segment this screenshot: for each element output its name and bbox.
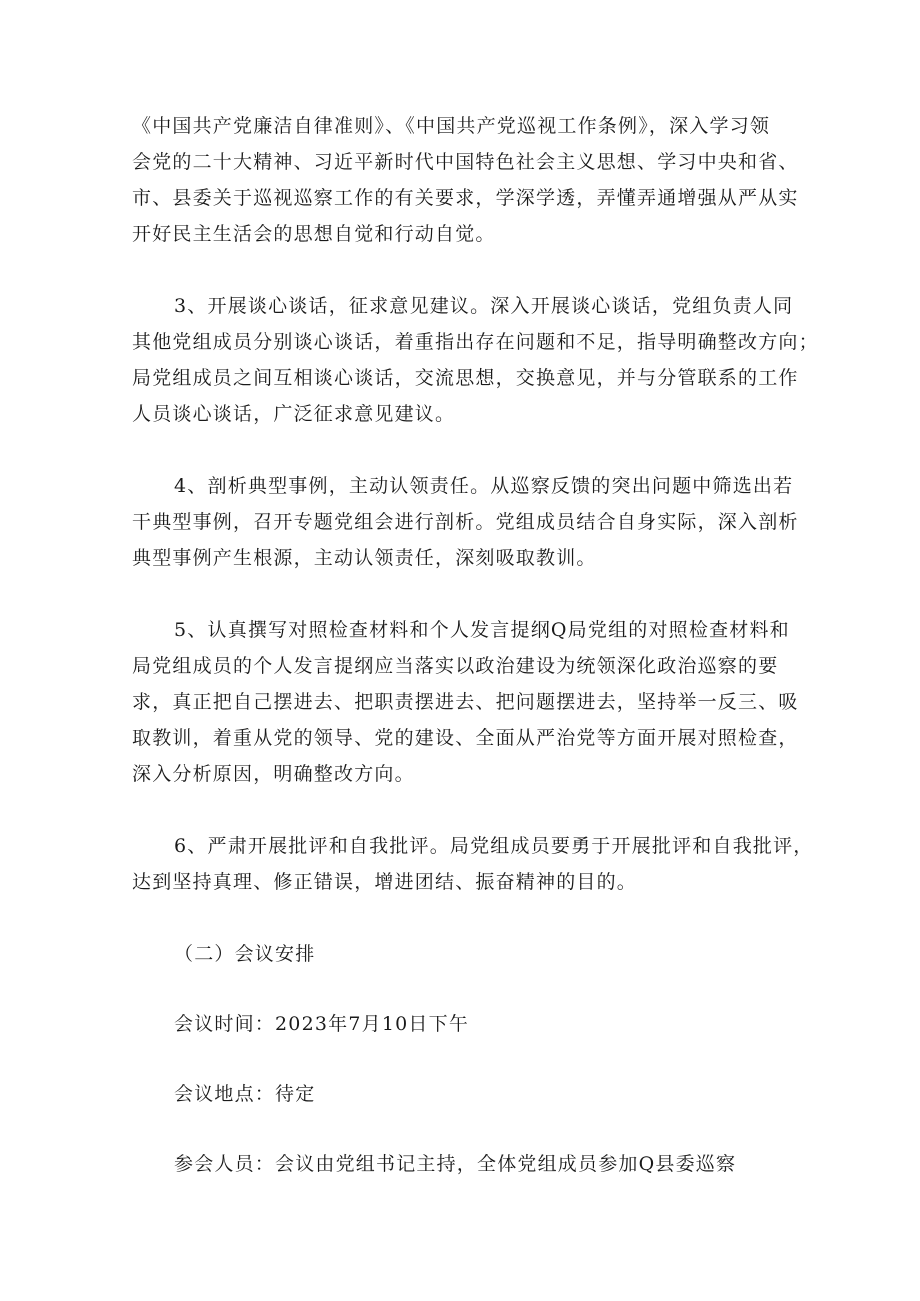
text-line: 求，真正把自己摆进去、把职责摆进去、把问题摆进去，坚持举一反三、吸 <box>132 691 799 713</box>
paragraph-criticism <box>132 828 814 900</box>
text-line: 3、开展谈心谈话，征求意见建议。深入开展谈心谈话，党组负责人同 <box>174 295 794 317</box>
document-body <box>132 108 819 1216</box>
text-line: 4、剖析典型事例，主动认领责任。从巡察反馈的突出问题中筛选出若 <box>174 475 794 497</box>
text-line: 市、县委关于巡视巡察工作的有关要求，学深学透，弄懂弄通增强从严从实 <box>132 187 799 209</box>
paragraph-inspection-materials <box>132 612 802 792</box>
text-line: 局党组成员的个人发言提纲应当落实以政治建设为统领深化政治巡察的要 <box>132 655 779 677</box>
paragraph-heart-to-heart-talks <box>132 288 819 432</box>
text-line: 深入分析原因，明确整改方向。 <box>132 763 415 785</box>
text-line: 其他党组成员分别谈心谈话，着重指出存在问题和不足，指导明确整改方向； <box>132 331 819 353</box>
meeting-participants: 参会人员：会议由党组书记主持，全体党组成员参加Q县委巡察 <box>174 1153 737 1175</box>
text-line: 6、严肃开展批评和自我批评。局党组成员要勇于开展批评和自我批评， <box>174 835 814 857</box>
section-heading-meeting-arrangement: （二）会议安排 <box>174 943 316 965</box>
paragraph-study-regulations <box>132 108 802 252</box>
text-line: 人员谈心谈话，广泛征求意见建议。 <box>132 403 456 425</box>
text-line: 开好民主生活会的思想自觉和行动自觉。 <box>132 223 496 245</box>
text-line: 取教训，着重从党的领导、党的建设、全面从严治党等方面开展对照检查， <box>132 727 799 749</box>
text-line: 会党的二十大精神、习近平新时代中国特色社会主义思想、学习中央和省、 <box>132 151 799 173</box>
text-line: 达到坚持真理、修正错误，增进团结、振奋精神的目的。 <box>132 871 638 893</box>
meeting-time: 会议时间：2023年7月10日下午 <box>174 1013 470 1035</box>
paragraph-typical-cases <box>132 468 802 576</box>
meeting-place: 会议地点：待定 <box>174 1083 316 1105</box>
text-line: 《中国共产党廉洁自律准则》、《中国共产党巡视工作条例》，深入学习领 <box>132 115 771 137</box>
text-line: 局党组成员之间互相谈心谈话，交流思想，交换意见，并与分管联系的工作 <box>132 367 799 389</box>
text-line: 干典型事例，召开专题党组会进行剖析。党组成员结合自身实际，深入剖析 <box>132 511 799 533</box>
text-line: 5、认真撰写对照检查材料和个人发言提纲Q局党组的对照检查材料和 <box>174 619 790 641</box>
text-line: 典型事例产生根源，主动认领责任，深刻吸取教训。 <box>132 547 597 569</box>
